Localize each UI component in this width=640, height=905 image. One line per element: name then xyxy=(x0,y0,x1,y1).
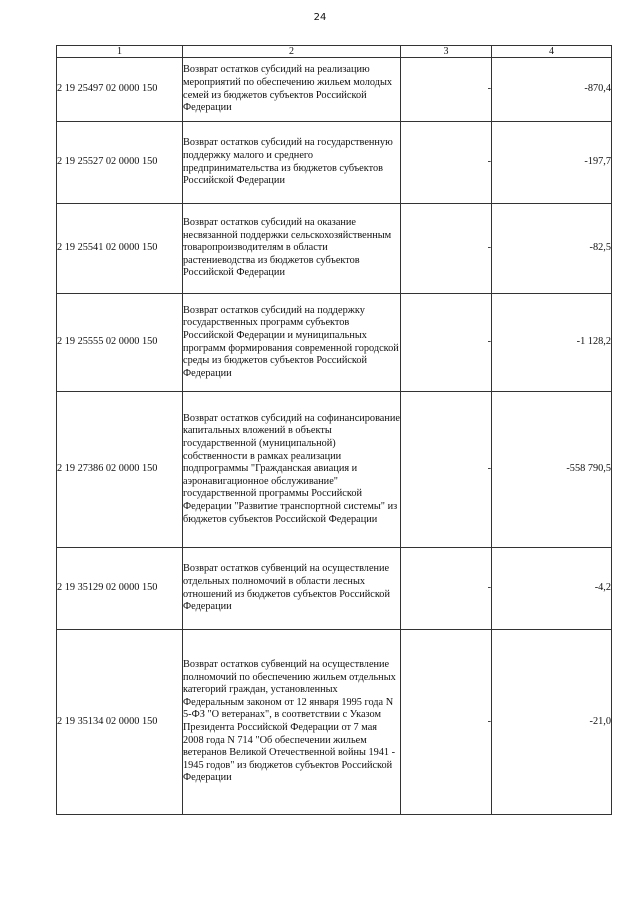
column-3-cell: - xyxy=(401,548,492,630)
table-row xyxy=(57,548,612,630)
column-3-cell: - xyxy=(401,204,492,294)
column-3-cell: - xyxy=(401,294,492,392)
budget-code-cell: 2 19 35134 02 0000 150 xyxy=(57,630,183,815)
description-cell: Возврат остатков субсидий на государственную поддержку малого и среднего предпринимательства из бюджетов субъектов Российской Федерации xyxy=(183,122,401,204)
column-header-3: 3 xyxy=(401,46,492,58)
column-3-cell: - xyxy=(401,122,492,204)
table-row xyxy=(57,392,612,548)
amount-cell: -1 128,2 xyxy=(492,294,612,392)
amount-cell: -21,0 xyxy=(492,630,612,815)
description-cell: Возврат остатков субсидий на поддержку государственных программ субъектов Российской Федерации и муниципальных программ формирования современной городской среды из бюджетов субъектов Российской Федерации xyxy=(183,294,401,392)
budget-code-cell: 2 19 25541 02 0000 150 xyxy=(57,204,183,294)
budget-table xyxy=(56,45,612,815)
budget-code-cell: 2 19 35129 02 0000 150 xyxy=(57,548,183,630)
column-header-2: 2 xyxy=(183,46,401,58)
budget-code-cell: 2 19 25527 02 0000 150 xyxy=(57,122,183,204)
column-3-cell: - xyxy=(401,630,492,815)
table-row xyxy=(57,122,612,204)
column-3-cell: - xyxy=(401,58,492,122)
column-header-1: 1 xyxy=(57,46,183,58)
amount-cell: -870,4 xyxy=(492,58,612,122)
description-cell: Возврат остатков субсидий на оказание несвязанной поддержки сельскохозяйственным товаропроизводителям в области растениеводства из бюджетов субъектов Российской Федерации xyxy=(183,204,401,294)
budget-code-cell: 2 19 25555 02 0000 150 xyxy=(57,294,183,392)
budget-code-cell: 2 19 25497 02 0000 150 xyxy=(57,58,183,122)
description-cell: Возврат остатков субвенций на осуществление полномочий по обеспечению жильем отдельных категорий граждан, установленных Федеральным законом от 12 января 1995 года N 5-ФЗ "О ветеранах", в соответствии с Указом Президента Российской Федерации от 7 мая 2008 года N 714 "Об обеспечении жильем ветеранов Великой Отечественной войны 1941 - 1945 годов" из бюджетов субъектов Российской Федерации xyxy=(183,630,401,815)
table-row xyxy=(57,630,612,815)
column-3-cell: - xyxy=(401,392,492,548)
table-row xyxy=(57,58,612,122)
description-cell: Возврат остатков субвенций на осуществление отдельных полномочий в области лесных отношений из бюджетов субъектов Российской Федерации xyxy=(183,548,401,630)
amount-cell: -4,2 xyxy=(492,548,612,630)
amount-cell: -82,5 xyxy=(492,204,612,294)
page-number: 24 xyxy=(313,12,327,23)
budget-code-cell: 2 19 27386 02 0000 150 xyxy=(57,392,183,548)
amount-cell: -197,7 xyxy=(492,122,612,204)
description-cell: Возврат остатков субсидий на софинансирование капитальных вложений в объекты государственной (муниципальной) собственности в рамках реализации подпрограммы "Гражданская авиация и аэронавигационное обслуживание" государственной программы Российской Федерации "Развитие транспортной системы" из бюджетов субъектов Российской Федерации xyxy=(183,392,401,548)
amount-cell: -558 790,5 xyxy=(492,392,612,548)
table-header-row xyxy=(57,46,612,58)
column-header-4: 4 xyxy=(492,46,612,58)
table-row xyxy=(57,294,612,392)
table-row xyxy=(57,204,612,294)
description-cell: Возврат остатков субсидий на реализацию мероприятий по обеспечению жильем молодых семей из бюджетов субъектов Российской Федерации xyxy=(183,58,401,122)
